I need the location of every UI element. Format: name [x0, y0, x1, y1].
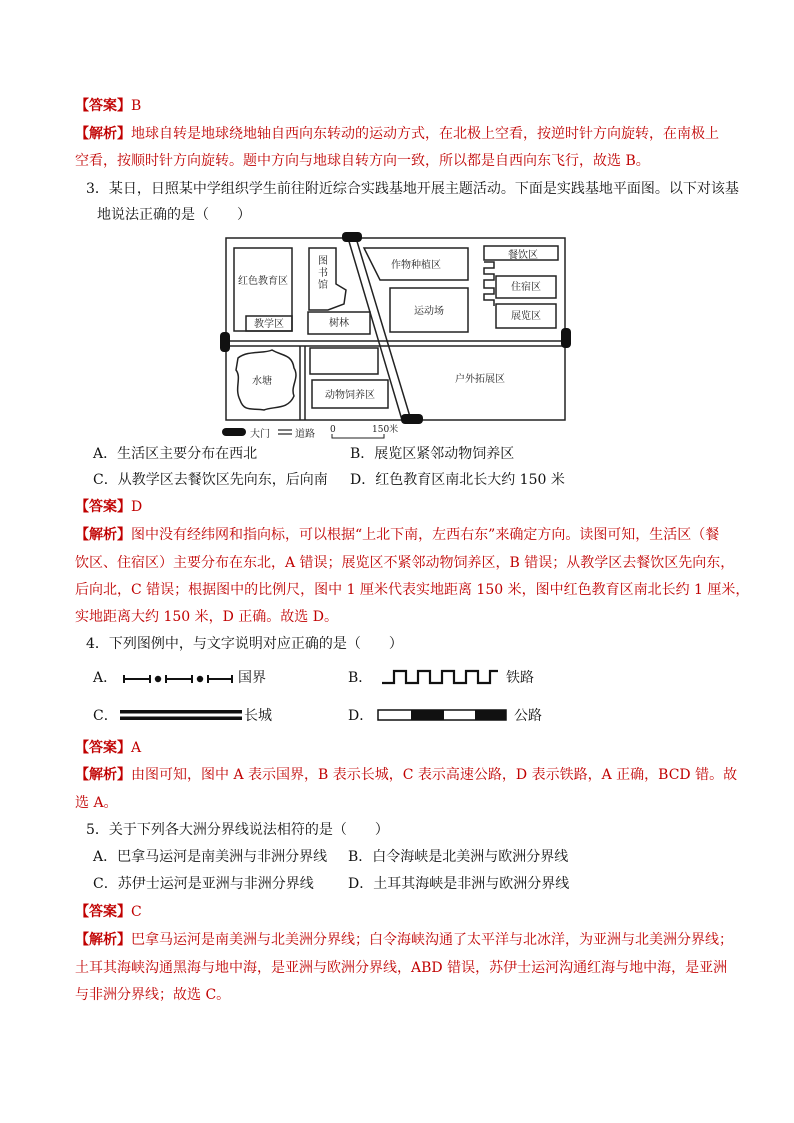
- label-library-3: 馆: [318, 280, 328, 291]
- map-legend: [222, 424, 442, 442]
- label-pond: 水塘: [252, 376, 272, 387]
- label-forest: 树林: [329, 318, 349, 329]
- answer-value: D: [131, 499, 143, 515]
- q4-option-b-letter: B．: [348, 670, 373, 686]
- q3-analysis-line-1: [75, 525, 719, 545]
- label-library-1: 图: [318, 256, 328, 267]
- analysis-tag: 【解析】: [75, 126, 131, 142]
- label-crops: 作物种植区: [391, 260, 441, 271]
- analysis-text: 图中没有经纬网和指向标，可以根据“上北下南，左西右东”来确定方向。读图可知，生活区（餐: [131, 527, 720, 543]
- symbol-highway: [120, 708, 244, 722]
- q4-answer: [75, 738, 141, 758]
- q3-analysis-line-2: 饮区、住宿区）主要分布在东北，A 错误；展览区不紧邻动物饲养区，B 错误；从教学区去餐饮区先向东，: [75, 555, 735, 571]
- q5-option-c: C．苏伊士运河是亚洲与非洲分界线: [93, 876, 314, 892]
- legend-gate: 大门: [250, 429, 270, 440]
- label-animal: 动物饲养区: [325, 390, 375, 401]
- answer-tag: 【答案】: [75, 904, 131, 920]
- symbol-railway: [377, 708, 509, 722]
- legend-road: 道路: [295, 429, 315, 440]
- answer-tag: 【答案】: [75, 98, 131, 114]
- q3-analysis-line-3: 后向北，C 错误；根据图中的比例尺，图中 1 厘米代表实地距离 150 米，图中红色教育区南北长约 1 厘米，: [75, 582, 750, 598]
- q4-option-d-text: 公路: [514, 708, 542, 724]
- q2-analysis-line-2: 空看，按顺时针方向旋转。题中方向与地球自转方向一致，所以都是自西向东飞行，故选 B。: [75, 153, 650, 169]
- scale-label: 150米: [372, 425, 399, 435]
- gate-north: [342, 232, 362, 242]
- label-exhibit: 展览区: [511, 311, 541, 322]
- answer-value: A: [131, 740, 142, 756]
- symbol-border: [122, 672, 236, 686]
- q3-option-c: C．从教学区去餐饮区先向东，后向南: [93, 472, 328, 488]
- scale-zero: 0: [330, 425, 336, 435]
- q4-analysis-line-1: [75, 765, 737, 785]
- q5-option-d: D．土耳其海峡是非洲与欧洲分界线: [348, 876, 570, 892]
- symbol-great-wall: [380, 668, 500, 686]
- q5-analysis-line-1: [75, 930, 733, 950]
- gate-west: [220, 332, 230, 352]
- gate-legend-icon: [222, 428, 246, 436]
- label-teaching: 教学区: [254, 319, 284, 330]
- base-map: [218, 228, 578, 440]
- q3-option-b: B．展览区紧邻动物饲养区: [350, 446, 515, 462]
- q4-stem: 4．下列图例中，与文字说明对应正确的是（ ）: [86, 636, 403, 652]
- label-outdoor: 户外拓展区: [455, 374, 505, 385]
- analysis-tag: 【解析】: [75, 932, 131, 948]
- q3-option-d: D．红色教育区南北长大约 150 米: [350, 472, 565, 488]
- label-sports: 运动场: [414, 306, 444, 317]
- q4-option-c-text: 长城: [244, 708, 272, 724]
- q4-option-c-letter: C．: [93, 708, 118, 724]
- label-dining: 餐饮区: [508, 250, 538, 261]
- analysis-text: 由图可知，图中 A 表示国界，B 表示长城，C 表示高速公路，D 表示铁路，A 正确，BCD 错。故: [131, 767, 738, 783]
- q3-option-a: A．生活区主要分布在西北: [93, 446, 258, 462]
- analysis-tag: 【解析】: [75, 527, 131, 543]
- analysis-text: 巴拿马运河是南美洲与北美洲分界线；白令海峡沟通了太平洋与北冰洋，为亚洲与北美洲分界线；: [131, 932, 733, 948]
- q4-option-d-letter: D．: [348, 708, 374, 724]
- q3-stem-line-1: 3．某日，日照某中学组织学生前往附近综合实践基地开展主题活动。下面是实践基地平面图。以下对该基: [86, 181, 739, 197]
- answer-tag: 【答案】: [75, 499, 131, 515]
- q5-analysis-line-2: 土耳其海峡沟通黑海与地中海，是亚洲与欧洲分界线，ABD 错误，苏伊士运河沟通红海与地中海，是亚洲: [75, 960, 728, 976]
- q5-option-a: A．巴拿马运河是南美洲与非洲分界线: [93, 849, 328, 865]
- q3-analysis-line-4: 实地距离大约 150 米，D 正确。故选 D。: [75, 609, 338, 625]
- q4-option-a-text: 国界: [238, 670, 266, 686]
- answer-tag: 【答案】: [75, 740, 131, 756]
- q4-option-a-letter: A．: [93, 670, 118, 686]
- q2-analysis-line-1: [75, 124, 719, 144]
- q4-option-b-text: 铁路: [506, 670, 534, 686]
- q3-answer: [75, 497, 142, 517]
- label-red-edu: 红色教育区: [238, 276, 288, 287]
- q5-analysis-line-3: 与非洲分界线；故选 C。: [75, 987, 231, 1003]
- q2-answer: [75, 96, 141, 116]
- label-library-2: 书: [318, 268, 328, 279]
- answer-value: C: [131, 904, 142, 920]
- q5-answer: [75, 902, 142, 922]
- q3-stem-line-2: 地说法正确的是（ ）: [97, 207, 251, 223]
- label-dorm: 住宿区: [511, 282, 541, 293]
- q5-stem: 5．关于下列各大洲分界线说法相符的是（ ）: [86, 822, 389, 838]
- q4-analysis-line-2: 选 A。: [75, 795, 118, 811]
- analysis-tag: 【解析】: [75, 767, 131, 783]
- gate-south: [401, 414, 423, 424]
- q5-option-b: B．白令海峡是北美洲与欧洲分界线: [348, 849, 569, 865]
- answer-value: B: [131, 98, 142, 114]
- gate-east: [561, 328, 571, 348]
- analysis-text: 地球自转是地球绕地轴自西向东转动的运动方式，在北极上空看，按逆时针方向旋转，在南极上: [131, 126, 719, 142]
